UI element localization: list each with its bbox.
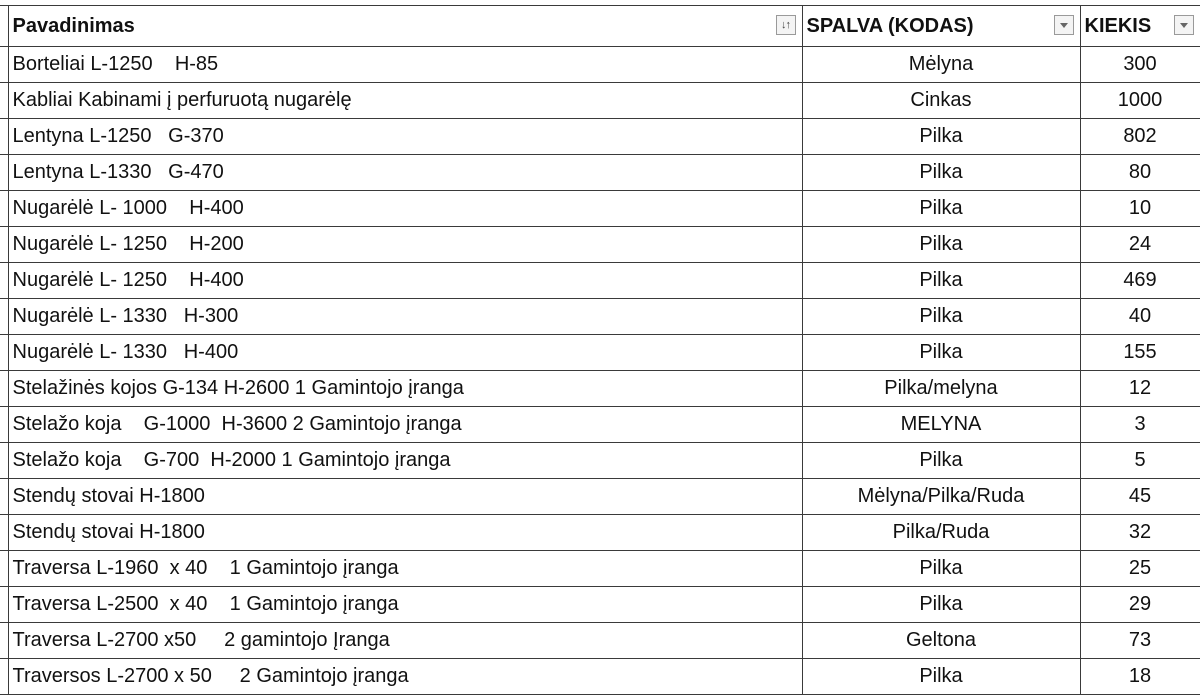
qty-cell[interactable]: 32: [1080, 515, 1200, 551]
name-cell[interactable]: Nugarėlė L- 1250 H-400: [8, 263, 802, 299]
name-cell[interactable]: Stelažinės kojos G-134 H-2600 1 Gamintojo įranga: [8, 371, 802, 407]
name-cell[interactable]: Stelažo koja G-1000 H-3600 2 Gamintojo įranga: [8, 407, 802, 443]
name-cell[interactable]: Nugarėlė L- 1330 H-300: [8, 299, 802, 335]
inventory-table: [0, 5, 1200, 695]
row-header-edge[interactable]: [0, 335, 8, 371]
qty-cell[interactable]: 3: [1080, 407, 1200, 443]
table-row: [0, 587, 1200, 623]
table-row: [0, 47, 1200, 83]
color-cell[interactable]: Pilka: [802, 119, 1080, 155]
row-header-edge[interactable]: [0, 551, 8, 587]
table-row: [0, 659, 1200, 695]
color-cell[interactable]: Pilka: [802, 227, 1080, 263]
row-header-edge[interactable]: [0, 191, 8, 227]
color-cell[interactable]: Pilka: [802, 335, 1080, 371]
table-row: [0, 623, 1200, 659]
qty-cell[interactable]: 1000: [1080, 83, 1200, 119]
row-header-edge[interactable]: [0, 119, 8, 155]
column-header-name[interactable]: [8, 6, 802, 47]
color-cell[interactable]: Pilka: [802, 263, 1080, 299]
table-row: [0, 83, 1200, 119]
row-header-edge: [0, 6, 8, 47]
color-cell[interactable]: Pilka: [802, 299, 1080, 335]
row-header-edge[interactable]: [0, 155, 8, 191]
table-row: [0, 371, 1200, 407]
name-cell[interactable]: Stelažo koja G-700 H-2000 1 Gamintojo įranga: [8, 443, 802, 479]
table-row: [0, 227, 1200, 263]
column-header-qty[interactable]: [1080, 6, 1200, 47]
name-cell[interactable]: Traversos L-2700 x 50 2 Gamintojo įranga: [8, 659, 802, 695]
color-cell[interactable]: Mėlyna/Pilka/Ruda: [802, 479, 1080, 515]
color-cell[interactable]: Cinkas: [802, 83, 1080, 119]
table-row: [0, 155, 1200, 191]
color-cell[interactable]: Pilka: [802, 191, 1080, 227]
row-header-edge[interactable]: [0, 83, 8, 119]
color-cell[interactable]: Mėlyna: [802, 47, 1080, 83]
table-row: [0, 335, 1200, 371]
row-header-edge[interactable]: [0, 407, 8, 443]
qty-cell[interactable]: 12: [1080, 371, 1200, 407]
header-row: [0, 6, 1200, 47]
row-header-edge[interactable]: [0, 479, 8, 515]
table-row: [0, 551, 1200, 587]
name-cell[interactable]: Stendų stovai H-1800: [8, 479, 802, 515]
color-cell[interactable]: Pilka: [802, 659, 1080, 695]
color-cell[interactable]: Pilka/Ruda: [802, 515, 1080, 551]
table-row: [0, 407, 1200, 443]
table-row: [0, 479, 1200, 515]
row-header-edge[interactable]: [0, 263, 8, 299]
row-header-edge[interactable]: [0, 659, 8, 695]
row-header-edge[interactable]: [0, 443, 8, 479]
table-row: [0, 191, 1200, 227]
qty-cell[interactable]: 300: [1080, 47, 1200, 83]
table-row: [0, 515, 1200, 551]
table-row: [0, 263, 1200, 299]
dropdown-filter-icon[interactable]: [1174, 15, 1194, 35]
qty-cell[interactable]: 80: [1080, 155, 1200, 191]
qty-cell[interactable]: 24: [1080, 227, 1200, 263]
qty-cell[interactable]: 5: [1080, 443, 1200, 479]
qty-cell[interactable]: 18: [1080, 659, 1200, 695]
row-header-edge[interactable]: [0, 47, 8, 83]
color-cell[interactable]: Pilka: [802, 587, 1080, 623]
name-cell[interactable]: Borteliai L-1250 H-85: [8, 47, 802, 83]
dropdown-filter-icon[interactable]: [1054, 15, 1074, 35]
table-row: [0, 119, 1200, 155]
row-header-edge[interactable]: [0, 299, 8, 335]
name-cell[interactable]: Stendų stovai H-1800: [8, 515, 802, 551]
qty-cell[interactable]: 25: [1080, 551, 1200, 587]
color-cell[interactable]: Pilka: [802, 551, 1080, 587]
table-row: [0, 443, 1200, 479]
qty-cell[interactable]: 29: [1080, 587, 1200, 623]
row-header-edge[interactable]: [0, 623, 8, 659]
name-cell[interactable]: Lentyna L-1330 G-470: [8, 155, 802, 191]
qty-cell[interactable]: 40: [1080, 299, 1200, 335]
color-cell[interactable]: Pilka: [802, 443, 1080, 479]
color-cell[interactable]: Pilka/melyna: [802, 371, 1080, 407]
qty-cell[interactable]: 155: [1080, 335, 1200, 371]
row-header-edge[interactable]: [0, 515, 8, 551]
column-header-color[interactable]: [802, 6, 1080, 47]
name-cell[interactable]: Traversa L-2700 x50 2 gamintojo Įranga: [8, 623, 802, 659]
qty-cell[interactable]: 802: [1080, 119, 1200, 155]
sort-filter-icon[interactable]: ↓↑: [776, 15, 796, 35]
row-header-edge[interactable]: [0, 371, 8, 407]
row-header-edge[interactable]: [0, 227, 8, 263]
column-header-color-label: SPALVA (KODAS): [806, 15, 974, 37]
qty-cell[interactable]: 469: [1080, 263, 1200, 299]
column-header-name-label: Pavadinimas: [12, 15, 135, 37]
name-cell[interactable]: Nugarėlė L- 1250 H-200: [8, 227, 802, 263]
name-cell[interactable]: Kabliai Kabinami į perfuruotą nugarėlę: [8, 83, 802, 119]
table-row: [0, 299, 1200, 335]
name-cell[interactable]: Nugarėlė L- 1000 H-400: [8, 191, 802, 227]
name-cell[interactable]: Traversa L-2500 x 40 1 Gamintojo įranga: [8, 587, 802, 623]
name-cell[interactable]: Nugarėlė L- 1330 H-400: [8, 335, 802, 371]
name-cell[interactable]: Lentyna L-1250 G-370: [8, 119, 802, 155]
name-cell[interactable]: Traversa L-1960 x 40 1 Gamintojo įranga: [8, 551, 802, 587]
qty-cell[interactable]: 10: [1080, 191, 1200, 227]
color-cell[interactable]: Pilka: [802, 155, 1080, 191]
qty-cell[interactable]: 73: [1080, 623, 1200, 659]
color-cell[interactable]: MELYNA: [802, 407, 1080, 443]
color-cell[interactable]: Geltona: [802, 623, 1080, 659]
row-header-edge[interactable]: [0, 587, 8, 623]
qty-cell[interactable]: 45: [1080, 479, 1200, 515]
column-header-qty-label: KIEKIS: [1084, 15, 1152, 37]
